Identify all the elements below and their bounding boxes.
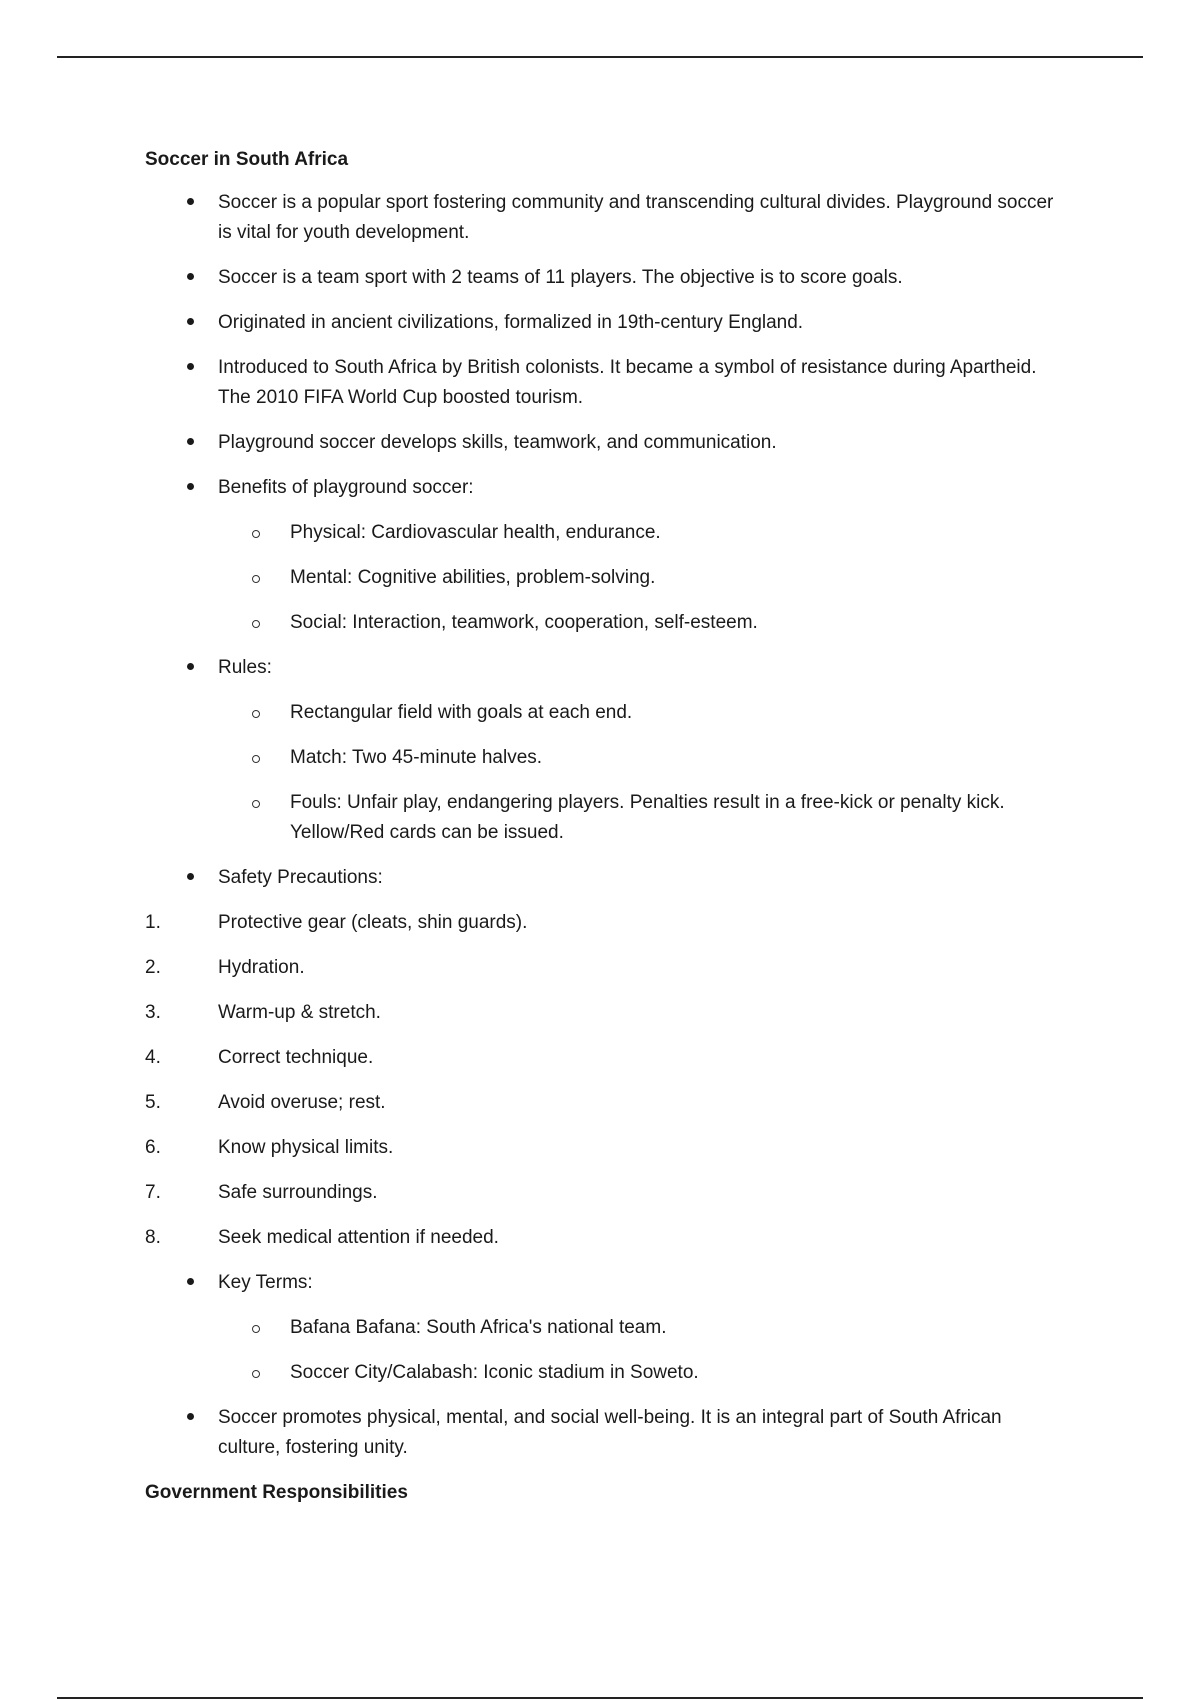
bullet-dot-icon: [180, 1268, 200, 1298]
bullet-text: Soccer is a team sport with 2 teams of 11 players. The objective is to score goals.: [218, 267, 903, 288]
section-heading-soccer: Soccer in South Africa: [145, 149, 349, 170]
bullet-dot-icon: [180, 263, 200, 293]
item-number: 6.: [145, 1137, 161, 1158]
sub-bullet-circle-icon: [249, 1359, 263, 1389]
sub-bullet-text: Bafana Bafana: South Africa's national team.: [290, 1317, 667, 1338]
bullet-text: Soccer promotes physical, mental, and social well-being. It is an integral part of South African culture, fostering unity.: [218, 1407, 1002, 1458]
bullet-dot-icon: [180, 353, 200, 383]
item-number: 7.: [145, 1182, 161, 1203]
bullet-item-closing: [145, 1403, 1065, 1463]
numbered-item: [145, 908, 1065, 938]
sub-bullet-circle-icon: [249, 519, 263, 549]
sub-bullet-item: [145, 563, 1065, 593]
bullet-item-rules: [145, 653, 1065, 683]
bullet-text: Introduced to South Africa by British colonists. It became a symbol of resistance during Apartheid. The 2010 FIFA World Cup boosted tourism.: [218, 357, 1037, 408]
numbered-text: Seek medical attention if needed.: [218, 1227, 499, 1248]
bullet-item: [145, 263, 1065, 293]
numbered-item: [145, 1133, 1065, 1163]
item-number: 5.: [145, 1092, 161, 1113]
item-number: 1.: [145, 912, 161, 933]
bullet-item-safety: [145, 863, 1065, 893]
sub-bullet-circle-icon: [249, 1314, 263, 1344]
bullet-text: Rules:: [218, 657, 272, 678]
bullet-dot-icon: [180, 863, 200, 893]
numbered-item: [145, 1043, 1065, 1073]
bullet-item: [145, 428, 1065, 458]
bullet-dot-icon: [180, 473, 200, 503]
sub-bullet-text: Fouls: Unfair play, endangering players. Penalties result in a free-kick or penalty kick. Yellow/Red cards can be issued.: [290, 792, 1005, 843]
sub-bullet-text: Physical: Cardiovascular health, endurance.: [290, 522, 661, 543]
numbered-text: Warm-up & stretch.: [218, 1002, 381, 1023]
numbered-item: [145, 998, 1065, 1028]
sub-bullet-circle-icon: [249, 564, 263, 594]
bullet-text: Safety Precautions:: [218, 867, 383, 888]
sub-bullet-item: [145, 743, 1065, 773]
bullet-text: Benefits of playground soccer:: [218, 477, 474, 498]
header-rule: [57, 56, 1143, 58]
sub-bullet-item: [145, 1313, 1065, 1343]
numbered-text: Safe surroundings.: [218, 1182, 378, 1203]
sub-bullet-text: Soccer City/Calabash: Iconic stadium in Soweto.: [290, 1362, 699, 1383]
bullet-text: Key Terms:: [218, 1272, 313, 1293]
numbered-text: Hydration.: [218, 957, 305, 978]
bullet-dot-icon: [180, 428, 200, 458]
bullet-text: Originated in ancient civilizations, formalized in 19th-century England.: [218, 312, 804, 333]
sub-bullet-text: Mental: Cognitive abilities, problem-solving.: [290, 567, 656, 588]
bullet-item: [145, 353, 1065, 413]
numbered-item: [145, 1223, 1065, 1253]
sub-bullet-circle-icon: [249, 744, 263, 774]
item-number: 2.: [145, 957, 161, 978]
bullet-text: Playground soccer develops skills, teamwork, and communication.: [218, 432, 777, 453]
sub-bullet-text: Match: Two 45-minute halves.: [290, 747, 543, 768]
sub-bullet-item: [145, 608, 1065, 638]
numbered-text: Know physical limits.: [218, 1137, 394, 1158]
document-body: [145, 145, 1065, 1521]
bullet-dot-icon: [180, 1403, 200, 1433]
numbered-text: Correct technique.: [218, 1047, 374, 1068]
numbered-item: [145, 1178, 1065, 1208]
section-heading-government: Government Responsibilities: [145, 1482, 408, 1503]
numbered-item: [145, 1088, 1065, 1118]
bullet-dot-icon: [180, 308, 200, 338]
item-number: 4.: [145, 1047, 161, 1068]
item-number: 8.: [145, 1227, 161, 1248]
numbered-text: Protective gear (cleats, shin guards).: [218, 912, 528, 933]
numbered-text: Avoid overuse; rest.: [218, 1092, 386, 1113]
sub-bullet-circle-icon: [249, 609, 263, 639]
bullet-item-key-terms: [145, 1268, 1065, 1298]
bullet-item-benefits: [145, 473, 1065, 503]
sub-bullet-text: Social: Interaction, teamwork, cooperation, self-esteem.: [290, 612, 758, 633]
sub-bullet-text: Rectangular field with goals at each end.: [290, 702, 633, 723]
sub-bullet-item: [145, 518, 1065, 548]
bullet-dot-icon: [180, 653, 200, 683]
bullet-item: [145, 188, 1065, 248]
footer-rule: [57, 1697, 1143, 1699]
bullet-text: Soccer is a popular sport fostering community and transcending cultural divides. Playground soccer is vital for youth development.: [218, 192, 1054, 243]
numbered-item: [145, 953, 1065, 983]
bullet-item: [145, 308, 1065, 338]
item-number: 3.: [145, 1002, 161, 1023]
sub-bullet-circle-icon: [249, 789, 263, 819]
bullet-dot-icon: [180, 188, 200, 218]
sub-bullet-item: [145, 1358, 1065, 1388]
sub-bullet-item: [145, 698, 1065, 728]
sub-bullet-item: [145, 788, 1065, 848]
sub-bullet-circle-icon: [249, 699, 263, 729]
